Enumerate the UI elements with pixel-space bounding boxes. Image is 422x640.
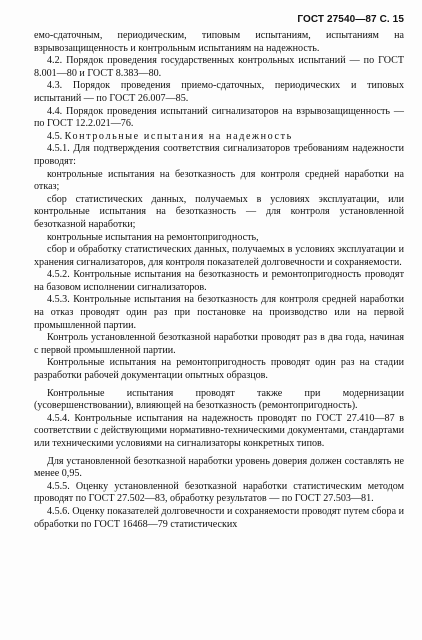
- paragraph: 4.5.3. Контрольные испытания на безотказность для контроля средней наработки на отказ проводят один раз при постановке на производство или на первой промышленной партии.: [34, 294, 404, 331]
- paragraph: контрольные испытания на безотказность для контроля средней наработки на отказ;: [34, 168, 404, 193]
- paragraph: Контроль установленной безотказной наработки проводят раз в два года, начиная с первой промышленной партии.: [34, 332, 404, 356]
- paragraph: сбор статистических данных, получаемых в условиях эксплуатации, или контрольные испытания на безотказность — для контроля установленной безотказной наработки;: [34, 193, 404, 230]
- paragraph: контрольные испытания на ремонтопригодность,: [47, 231, 259, 243]
- section-number: 4.5.: [47, 130, 63, 142]
- paragraph: Для установленной безотказной наработки уровень доверия должен составлять не менее 0,95.: [34, 455, 404, 480]
- document-body: [34, 30, 404, 531]
- paragraph: сбор и обработку статистических данных, получаемых в условиях эксплуатации и хранения сигнализаторов, для контроля показателей долговечности и сохраняемости.: [34, 244, 404, 268]
- paragraph: 4.3. Порядок проведения приемо-сдаточных, периодических и типовых испытаний — по ГОСТ 26.007—85.: [34, 80, 404, 104]
- section-heading: [34, 131, 404, 144]
- paragraph: Контрольные испытания проводят также при модернизации (усовершенствовании), влияющей на безотказность (ремонтопригодность).: [34, 387, 404, 412]
- paragraph: 4.5.6. Оценку показателей долговечности и сохраняемости проводят путем сбора и обработки по ГОСТ 16468—79 статистических: [34, 505, 404, 530]
- page-header: ГОСТ 27540—87 С. 15: [297, 14, 404, 25]
- paragraph: емо-сдаточным, периодическим, типовым испытаниям, испытаниям на взрывозащищенность и контрольным испытаниям на надежность.: [34, 30, 404, 54]
- paragraph: Контрольные испытания на ремонтопригодность проводят один раз на стадии разработки рабочей документации опытных образцов.: [34, 357, 404, 382]
- paragraph: 4.5.4. Контрольные испытания на надежность проводят по ГОСТ 27.410—87 в соответствии с действующими нормативно-техническими документами, стандартами или техническими условиями на сигнализаторы конкретных типов.: [34, 412, 404, 449]
- paragraph: 4.5.2. Контрольные испытания на безотказность и ремонтопригодность проводят на базовом исполнении сигнализаторов.: [34, 269, 404, 293]
- paragraph: 4.5.5. Оценку установленной безотказной наработки статистическим методом проводят по ГОСТ 27.502—83, обработку результатов — по ГОСТ 27.503—81.: [34, 480, 404, 505]
- paragraph: 4.2. Порядок проведения государственных контрольных испытаний — по ГОСТ 8.001—80 и ГОСТ 8.383—80.: [34, 55, 404, 79]
- paragraph: 4.4. Порядок проведения испытаний сигнализаторов на взрывозащищенность — по ГОСТ 12.2.021—76.: [34, 105, 404, 130]
- paragraph: 4.5.1. Для подтверждения соответствия сигнализаторов требованиям надежности проводят:: [34, 143, 404, 167]
- section-title: Контрольные испытания на надежность: [64, 130, 293, 142]
